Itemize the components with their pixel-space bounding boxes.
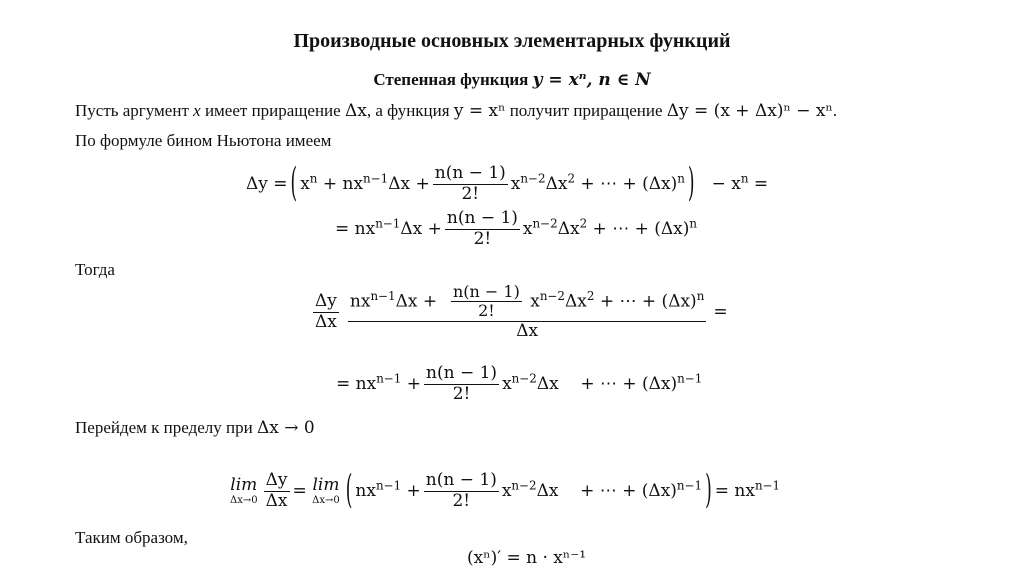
delta-y: Δy (246, 174, 268, 194)
para1-text-4: получит приращение (509, 101, 663, 120)
formula-ratio-line-2-visual: = $nx^{n-1}$ + $\frac{n(n - 1)}{2!}$ $x^{n-2}\Delta x$ + ⋯ + $(\Delta x)^{n-1}$ (336, 362, 703, 404)
para1-dy-expression: Δy = (x + Δx)ⁿ − xⁿ (666, 101, 833, 121)
formula-result: (xⁿ)′ = n · xⁿ⁻¹ (467, 548, 587, 568)
paragraph-limit (75, 418, 315, 438)
para4-math: Δx → 0 (256, 418, 315, 438)
para1-end: . (832, 101, 838, 120)
lim-operator-2: lim Δx→0 (312, 474, 340, 506)
formula-binomial-line-2-visual: = $nx^{n-1}\Delta x$ + $\frac{n(n - 1)}{2!}$ $x^{n-2}\Delta x^2$ + ⋯ + $(\Delta x)^n$ (335, 207, 698, 249)
subtitle-math: 𝒚 = 𝒙ⁿ, 𝒏 ∈ 𝑵 (532, 70, 651, 90)
para1-text-3: , а функция (366, 101, 450, 120)
para1-var-x: x (193, 101, 201, 120)
fraction (445, 209, 520, 249)
right-paren: ) (687, 161, 695, 207)
para1-func: y = xⁿ (453, 101, 506, 121)
para1-text-2: имеет приращение (204, 101, 341, 120)
para1-text-1: Пусть аргумент (75, 101, 189, 120)
section-subtitle (0, 70, 1024, 90)
para4-text: Перейдем к пределу при (75, 418, 253, 437)
fraction (433, 164, 508, 204)
lim-operator: lim Δx→0 (230, 474, 258, 506)
fraction-numerator: n(n − 1) (446, 207, 518, 228)
formula-ratio-line-1-visual: $\frac{\Delta y}{\Delta x}$ $nx^{n-1}\Delta x$ + $\frac{n(n - 1)}{2!}$ $x^{n-2}\Delta x^2$ + ⋯ + $(\Delta x)^n$ Δx = (315, 281, 728, 341)
formula-limit-visual: lim Δx→0 $\frac{\Delta y}{\Delta x}$ = lim Δx→0 ( $nx^{n-1}$ + $\frac{n(n - 1)}{2!}$ $x^{n-2}\Delta x$ + ⋯ + $(\Delta x)^{n-1}$ ) = $nx^{n-1}$ (230, 468, 781, 514)
fraction-numerator: n(n − 1) (434, 162, 506, 183)
paragraph-binomial: По формуле бином Ньютона имеем (75, 131, 332, 150)
paragraph-then: Тогда (75, 260, 115, 279)
fraction-denominator: 2! (445, 229, 520, 250)
left-paren: ( (290, 161, 298, 207)
page-title: Производные основных элементарных функций (293, 30, 731, 52)
paragraph-thus: Таким образом, (75, 528, 188, 547)
formula-binomial-line-1-visual: Δy = ( $x^n + nx^{n-1}\Delta x$ + $\frac{n(n - 1)}{2!}$ $x^{n-2}\Delta x^2$ + ⋯ + $(\Delta x)^n$ ) − $x^n$ = (246, 161, 769, 207)
fraction-denominator: 2! (433, 184, 508, 205)
para1-dx: Δx (344, 101, 367, 121)
subtitle-text: Степенная функция (373, 70, 529, 89)
paragraph-increment (75, 101, 837, 121)
